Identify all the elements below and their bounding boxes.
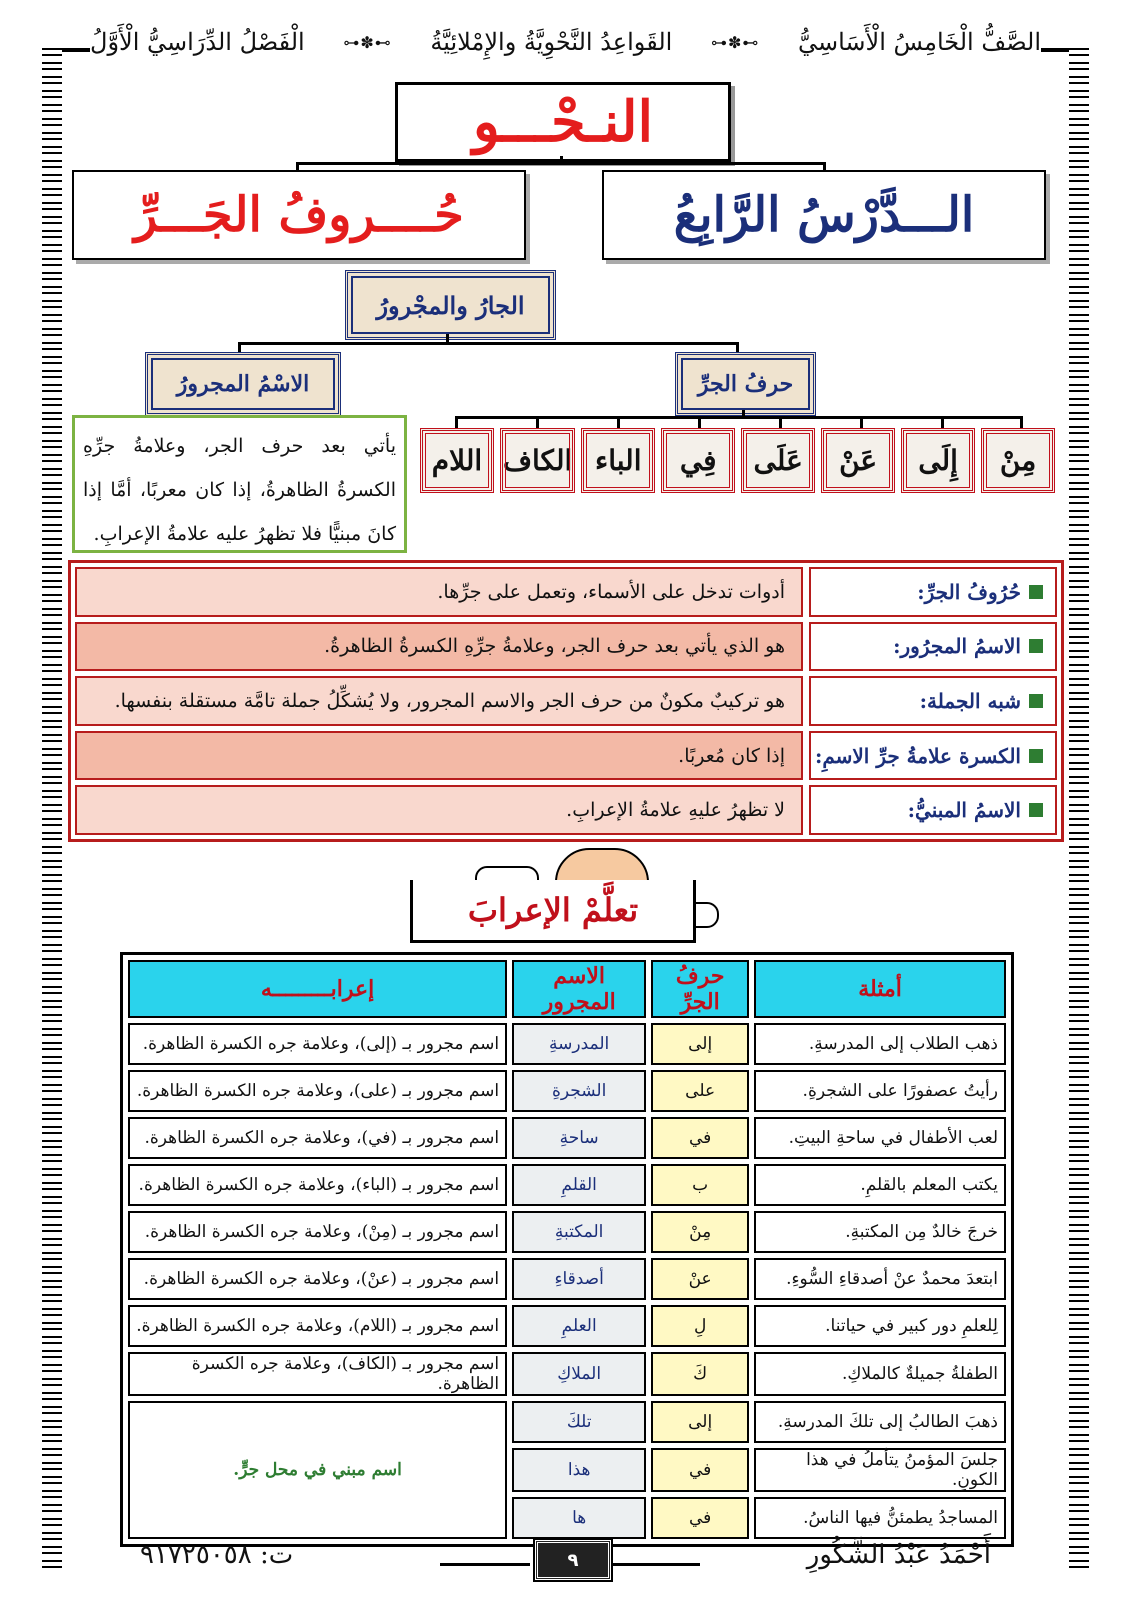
example-cell: جلسَ المؤمنُ يتأملُ في هذا الكونِ.	[754, 1448, 1006, 1492]
example-cell: يكتب المعلم بالقلمِ.	[754, 1164, 1006, 1206]
phone-number: ت: ٩١٧٢٥٠٥٨	[140, 1540, 294, 1570]
irab-table	[120, 952, 1014, 1547]
example-cell: الطفلةُ جميلةٌ كالملاكِ.	[754, 1352, 1006, 1396]
page-frame-right	[1069, 48, 1089, 1570]
tree-right-node: حرفُ الجرِّ	[675, 352, 816, 416]
noun-cell: الشجرةِ	[512, 1070, 646, 1112]
lesson-title: الـــدَّرْسُ الرَّابِعُ	[602, 170, 1046, 260]
connector	[238, 342, 738, 345]
noun-cell: أصدقاءِ	[512, 1258, 646, 1300]
author-name: أَحْمَدُ عَبْدُ الشَّكُورِ	[806, 1540, 991, 1570]
prep-cell: إلى	[651, 1401, 749, 1443]
noun-cell: المدرسةِ	[512, 1023, 646, 1065]
table-row	[128, 1258, 1006, 1300]
prep-cell: كَ	[651, 1352, 749, 1396]
noun-cell: هذا	[512, 1448, 646, 1492]
prep-cell: على	[651, 1070, 749, 1112]
preposition-box: الكاف	[500, 428, 575, 493]
bullet-square-icon	[1029, 694, 1043, 708]
definition-term: الاسمُ المجرُور:	[809, 622, 1057, 672]
prep-cell: لِ	[651, 1305, 749, 1347]
definition-row	[75, 785, 1057, 835]
header-irab: إعرابـــــــــه	[128, 960, 507, 1018]
definition-text: إذا كان مُعربًا.	[75, 731, 803, 781]
preposition-box: اللام	[420, 428, 494, 493]
page-frame-left	[42, 48, 62, 1570]
definition-text: لا تظهرُ عليهِ علامةُ الإعرابِ.	[75, 785, 803, 835]
irab-cell: اسم مجرور بـ (اللام)، وعلامة جره الكسرة الظاهرة.	[128, 1305, 507, 1347]
prep-cell: في	[651, 1497, 749, 1539]
majrur-note: يأتي بعد حرف الجر، وعلامةُ جرِّهِ الكسرةُ الظاهرةُ، إذا كان معربًا، أمَّا إذا كانَ مبنيًّا فلا تظهرُ عليه علامةُ الإعرابِ.	[72, 415, 407, 553]
example-cell: لعب الأطفال في ساحةِ البيتِ.	[754, 1117, 1006, 1159]
built-irab-cell: اسم مبني في محل جرٍّ.	[128, 1401, 507, 1539]
connector	[296, 162, 826, 165]
topic-title: حُــــروفُ الجَـــرِّ	[72, 170, 526, 260]
subject-label: القَواعِدُ النَّحْوِيَّةُ والإِمْلائِيَّةُ	[430, 28, 673, 56]
definition-row	[75, 567, 1057, 617]
preposition-box: الباء	[581, 428, 655, 493]
table-row	[128, 1070, 1006, 1112]
tree-left-node: الاسْمُ المجرورُ	[145, 352, 341, 416]
example-cell: لِلعلمِ دور كبير في حياتنا.	[754, 1305, 1006, 1347]
prep-cell: عنْ	[651, 1258, 749, 1300]
example-cell: ذهبَ الطالبُ إلى تلكَ المدرسةِ.	[754, 1401, 1006, 1443]
noun-cell: المكتبةِ	[512, 1211, 646, 1253]
header-prep: حرفُ الجرِّ	[651, 960, 749, 1018]
irab-cell: اسم مجرور بـ (عنْ)، وعلامة جره الكسرة الظاهرة.	[128, 1258, 507, 1300]
table-row	[128, 1164, 1006, 1206]
prep-cell: في	[651, 1448, 749, 1492]
definitions-table	[68, 560, 1064, 842]
page-header	[90, 22, 1041, 62]
definition-row	[75, 676, 1057, 726]
irab-cell: اسم مجرور بـ (على)، وعلامة جره الكسرة الظاهرة.	[128, 1070, 507, 1112]
table-header-row	[128, 960, 1006, 1018]
irab-cell: اسم مجرور بـ (مِنْ)، وعلامة جره الكسرة الظاهرة.	[128, 1211, 507, 1253]
example-cell: ذهب الطلاب إلى المدرسةِ.	[754, 1023, 1006, 1065]
ornament-icon: ⊶✽⊷	[710, 32, 760, 52]
definition-term: الكسرة علامةُ جرِّ الاسمِ:	[809, 731, 1057, 781]
definition-term: حُرُوفُ الجرِّ:	[809, 567, 1057, 617]
prep-cell: ب	[651, 1164, 749, 1206]
preposition-box: عَنْ	[821, 428, 895, 493]
prep-cell: في	[651, 1117, 749, 1159]
noun-cell: تلكَ	[512, 1401, 646, 1443]
noun-cell: ها	[512, 1497, 646, 1539]
preposition-list	[420, 428, 1055, 493]
grade-label: الصَّفُّ الْخَامِسُ الْأَسَاسِيُّ	[797, 28, 1041, 56]
example-cell: خرجَ خالدٌ مِن المكتبةِ.	[754, 1211, 1006, 1253]
preposition-box: مِنْ	[981, 428, 1055, 493]
example-cell: ابتعدَ محمدٌ عنْ أصدقاءِ السُّوءِ.	[754, 1258, 1006, 1300]
definition-text: أدوات تدخل على الأسماء، وتعمل على جرِّها.	[75, 567, 803, 617]
definition-row	[75, 731, 1057, 781]
header-examples: أمثلة	[754, 960, 1006, 1018]
table-row	[128, 1211, 1006, 1253]
ornament-icon: ⊶✽⊷	[343, 32, 392, 52]
table-row	[128, 1352, 1006, 1396]
bullet-square-icon	[1029, 639, 1043, 653]
definition-text: هو الذي يأتي بعد حرف الجر، وعلامةُ جرِّهِ الكسرةُ الظاهرةُ.	[75, 622, 803, 672]
noun-cell: العلمِ	[512, 1305, 646, 1347]
table-row	[128, 1117, 1006, 1159]
header-noun: الاسم المجرور	[512, 960, 646, 1018]
definition-term: الاسمُ المبنيُّ:	[809, 785, 1057, 835]
prep-cell: إلى	[651, 1023, 749, 1065]
preposition-box: إِلَى	[901, 428, 975, 493]
irab-cell: اسم مجرور بـ (الكاف)، وعلامة جره الكسرة الظاهرة.	[128, 1352, 507, 1396]
prep-cell: مِنْ	[651, 1211, 749, 1253]
table-row	[128, 1305, 1006, 1347]
example-cell: رأيتُ عصفورًا على الشجرةِ.	[754, 1070, 1006, 1112]
tree-root: الجارُ والمجْرورُ	[345, 270, 556, 340]
preposition-box: عَلَى	[741, 428, 815, 493]
noun-cell: ساحةِ	[512, 1117, 646, 1159]
definition-term: شبه الجملة:	[809, 676, 1057, 726]
irab-cell: اسم مجرور بـ (في)، وعلامة جره الكسرة الظاهرة.	[128, 1117, 507, 1159]
bullet-square-icon	[1029, 803, 1043, 817]
term-label: الْفَصْلُ الدِّرَاسِيُّ الْأَوَّلُ	[90, 28, 305, 56]
learn-irab-sign: تعلَّمْ الإعرابَ	[410, 880, 696, 943]
definition-row	[75, 622, 1057, 672]
noun-cell: الملاكِ	[512, 1352, 646, 1396]
bullet-square-icon	[1029, 749, 1043, 763]
definition-text: هو تركيبٌ مكونٌ من حرف الجر والاسم المجرور، ولا يُشكِّلُ جملة تامَّة مستقلة بنفسها.	[75, 676, 803, 726]
table-row	[128, 1401, 1006, 1443]
noun-cell: القلمِ	[512, 1164, 646, 1206]
irab-cell: اسم مجرور بـ (الباء)، وعلامة جره الكسرة الظاهرة.	[128, 1164, 507, 1206]
page-number: ٩	[535, 1540, 611, 1580]
table-row	[128, 1023, 1006, 1065]
page-title: النـحْـــو	[395, 82, 731, 162]
example-cell: المساجدُ يطمئنُّ فيها الناسُ.	[754, 1497, 1006, 1539]
connector	[455, 416, 1023, 419]
preposition-box: فِي	[661, 428, 735, 493]
bullet-square-icon	[1029, 585, 1043, 599]
irab-cell: اسم مجرور بـ (إلى)، وعلامة جره الكسرة الظاهرة.	[128, 1023, 507, 1065]
